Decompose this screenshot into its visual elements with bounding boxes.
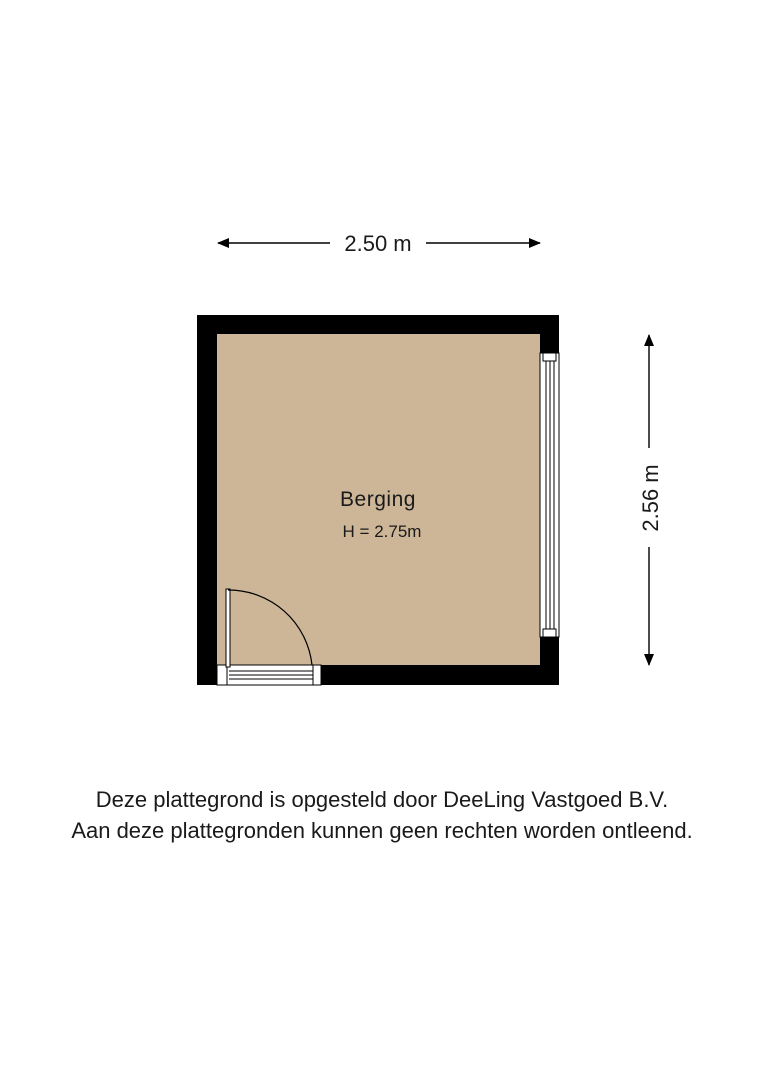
width-dimension-label: 2.50 m (344, 231, 412, 256)
door-leaf (226, 589, 230, 667)
disclaimer-line-2: Aan deze plattegronden kunnen geen rechten worden ontleend. (71, 818, 693, 843)
disclaimer-line-1: Deze plattegrond is opgesteld door DeeLing Vastgoed B.V. (95, 787, 669, 812)
door-jamb-left (217, 665, 227, 685)
depth-dimension (638, 335, 663, 665)
wall-left (197, 315, 217, 685)
wall-right-upper (540, 315, 559, 353)
room-height: H = 2.75m (342, 522, 422, 541)
window (540, 353, 559, 637)
wall-bottom-right (321, 665, 559, 685)
depth-dimension-label: 2.56 m (638, 464, 663, 532)
door-jamb-right (313, 665, 321, 685)
room-name: Berging (340, 488, 416, 511)
wall-top (197, 315, 559, 334)
window-sill-top (543, 353, 556, 361)
width-dimension (218, 231, 540, 256)
window-sill-bottom (543, 629, 556, 637)
